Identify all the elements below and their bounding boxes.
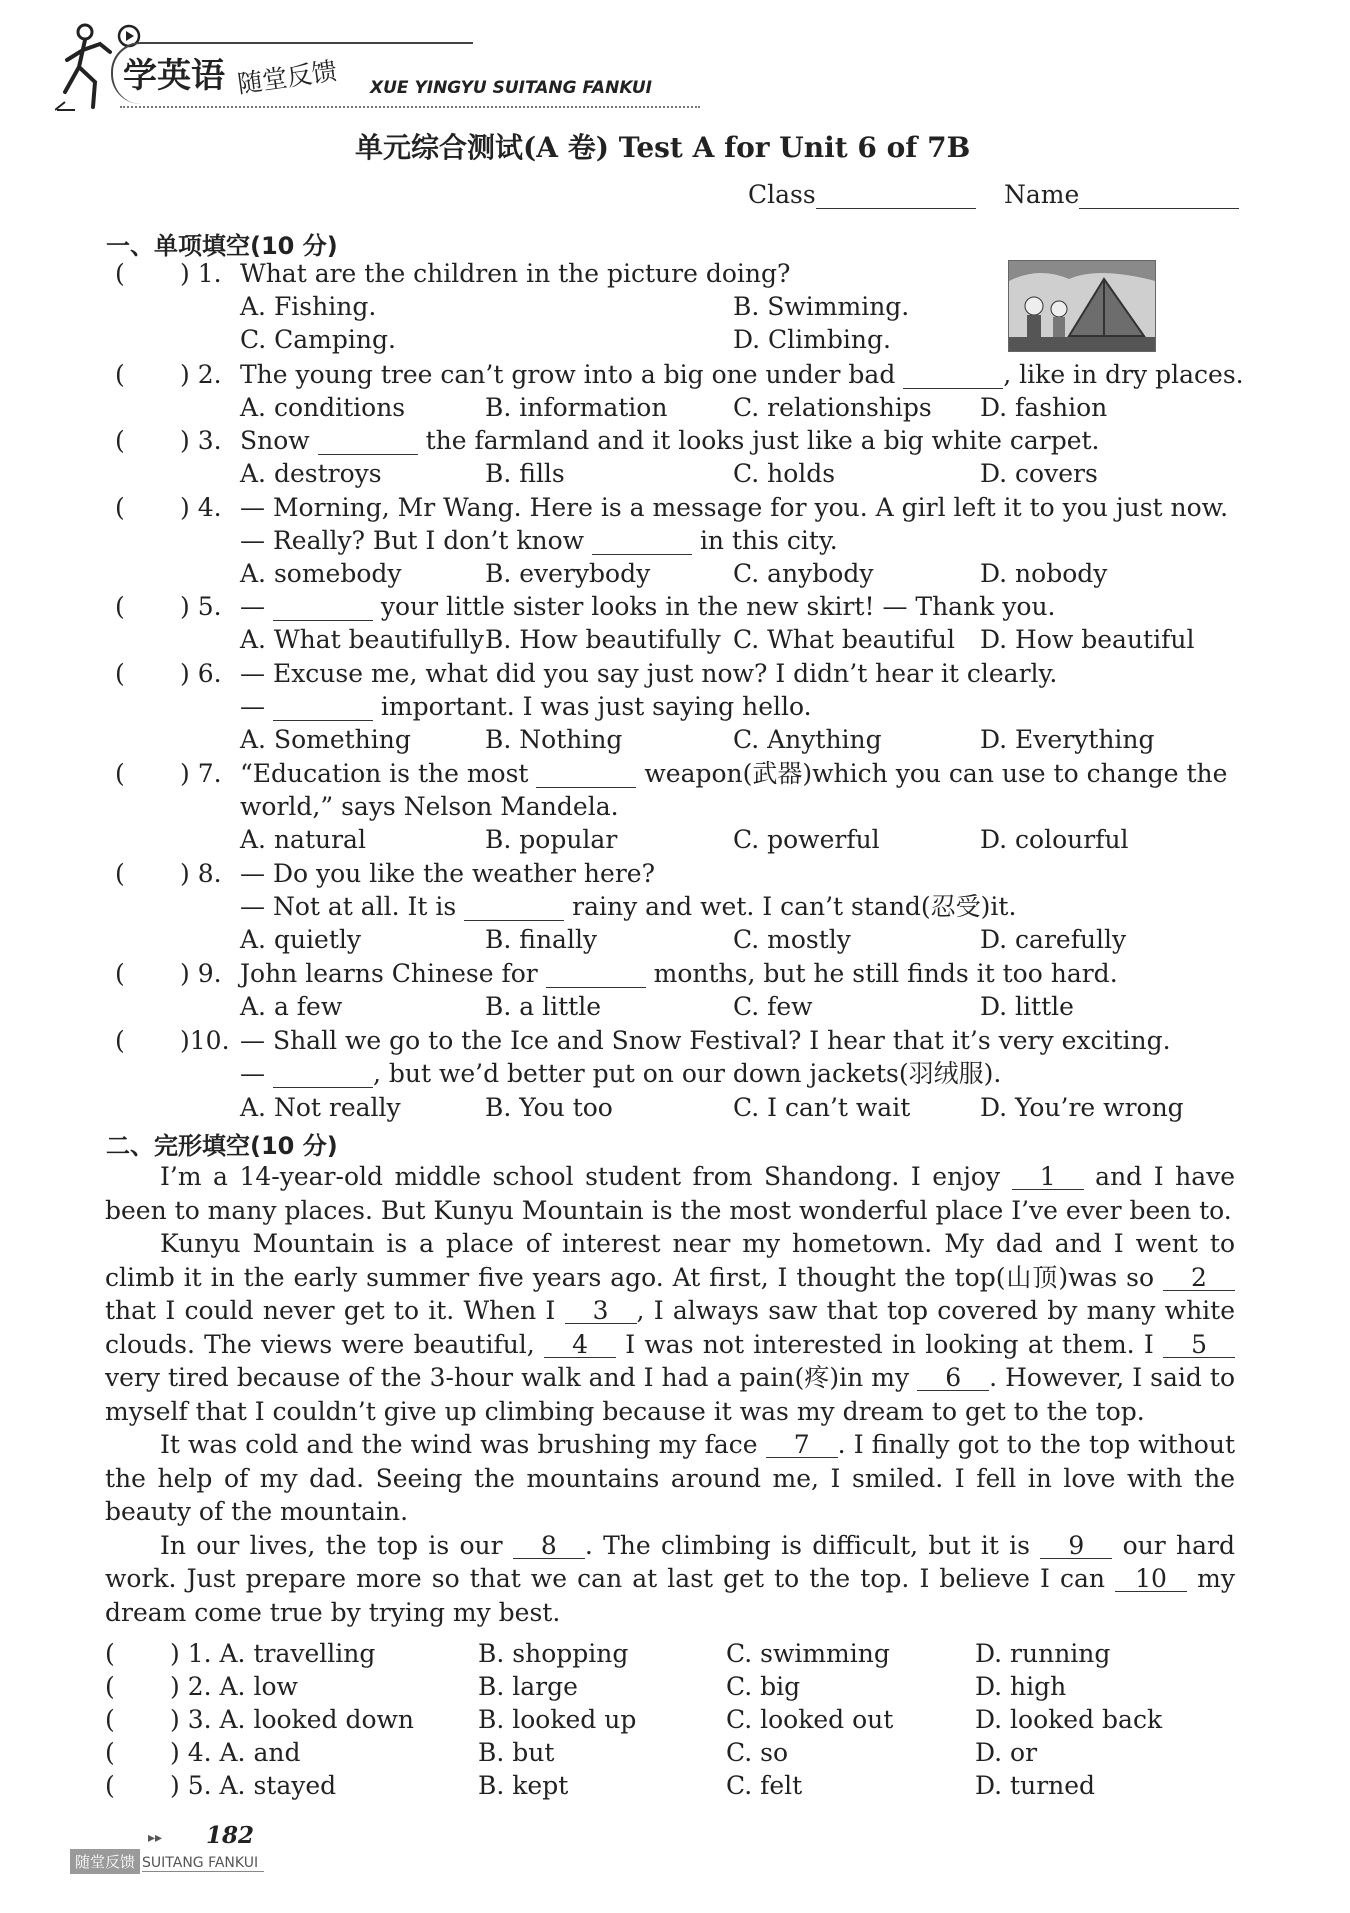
cloze4-option-a[interactable]: ) 4. A. and [170, 1738, 301, 1767]
q7-option-c[interactable]: C. powerful [733, 825, 880, 854]
passage-paragraph-1: I’m a 14-year-old middle school student from Shandong. I enjoy 1 and I have been to many places. But Kunyu Mountain is the most wonderful place I’ve ever been to. [105, 1162, 1236, 1225]
q10-paren[interactable]: ( [115, 1026, 125, 1055]
passage-paragraph-2: Kunyu Mountain is a place of interest near my hometown. My dad and I went to climb it in the early summer five years ago. At first, I thought the top(山顶)was so 2 that I could never get to it. When I 3 , I always saw that top covered by many white clouds. The views were beautiful, 4 I was not interested in looking at them. I 5 very tired because of the 3-hour walk and I had a pain(疼)in my 6 . However, I said to myself that I couldn’t give up climbing because it was my dream to get to the top. [105, 1229, 1236, 1426]
q2-option-a[interactable]: A. conditions [240, 393, 406, 422]
q6-paren[interactable]: ( [115, 659, 125, 688]
name-field [1004, 180, 1239, 210]
q7-option-d[interactable]: D. colourful [980, 825, 1129, 854]
q9-option-b[interactable]: B. a little [485, 992, 601, 1021]
q3-blank[interactable] [318, 428, 418, 455]
cloze-blank-10[interactable]: 10 [1115, 1567, 1187, 1592]
cloze1-option-d[interactable]: D. running [975, 1639, 1111, 1668]
q5-option-c[interactable]: C. What beautiful [733, 625, 956, 654]
page-number: 182 [206, 1822, 255, 1849]
q2-number: ) 2. [180, 360, 222, 389]
q2-paren[interactable]: ( [115, 360, 125, 389]
cloze5-option-b[interactable]: B. kept [478, 1771, 569, 1800]
q5-blank[interactable] [273, 594, 373, 621]
cloze5-option-d[interactable]: D. turned [975, 1771, 1096, 1800]
cloze4-option-b[interactable]: B. but [478, 1738, 555, 1767]
q10-stem: — , but we’d better put on our down jackets(羽绒服). [240, 1059, 1002, 1088]
cloze4-option-d[interactable]: D. or [975, 1738, 1038, 1767]
q1-stem: What are the children in the picture doing? [240, 259, 791, 288]
q3-option-b[interactable]: B. fills [485, 459, 565, 488]
logo-script: 随堂反馈 [235, 56, 339, 99]
q4-stem: — Really? But I don’t know in this city. [240, 526, 838, 555]
camping-picture [1008, 260, 1156, 352]
logo-cn: 学英语 [123, 56, 225, 96]
section2-heading: 二、完形填空(10 分) [106, 1132, 338, 1160]
page-title: 单元综合测试(A 卷) Test A for Unit 6 of 7B [355, 131, 971, 164]
q6-option-a[interactable]: A. Something [240, 725, 411, 754]
footer-tag [70, 1849, 264, 1873]
q4-line1: — Morning, Mr Wang. Here is a message for you. A girl left it to you just now. [240, 493, 1229, 522]
page-arrow-icon: ▸▸ [148, 1830, 163, 1846]
cloze4-option-c[interactable]: C. so [726, 1738, 789, 1767]
q3-paren[interactable]: ( [115, 426, 125, 455]
q8-stem: — Not at all. It is rainy and wet. I can’t stand(忍受)it. [240, 892, 1017, 921]
q5-option-b[interactable]: B. How beautifully [485, 625, 721, 654]
cloze-blank-5[interactable]: 5 [1163, 1333, 1235, 1358]
cloze-blank-3[interactable]: 3 [565, 1299, 637, 1324]
q2-stem: The young tree can’t grow into a big one under bad , like in dry places. [240, 360, 1244, 389]
q6-blank[interactable] [273, 694, 373, 721]
q2-option-c[interactable]: C. relationships [733, 393, 932, 422]
q5-option-a[interactable]: A. What beautifully [240, 625, 484, 654]
q2-option-d[interactable]: D. fashion [980, 393, 1108, 422]
q3-option-c[interactable]: C. holds [733, 459, 836, 488]
q3-number: ) 3. [180, 426, 222, 455]
q6-stem: — important. I was just saying hello. [240, 692, 812, 721]
cloze-passage [105, 1160, 1235, 1629]
q4-option-d[interactable]: D. nobody [980, 559, 1108, 588]
q1-option-b[interactable]: B. Swimming. [733, 292, 910, 321]
cloze1-option-b[interactable]: B. shopping [478, 1639, 629, 1668]
name-blank[interactable] [1079, 182, 1239, 209]
q1-paren[interactable]: ( [115, 259, 125, 288]
q7-option-b[interactable]: B. popular [485, 825, 618, 854]
q10-option-d[interactable]: D. You’re wrong [980, 1093, 1184, 1122]
class-blank[interactable] [816, 182, 976, 209]
cloze2-paren[interactable]: ( [105, 1672, 115, 1701]
q8-option-a[interactable]: A. quietly [240, 925, 362, 954]
cloze3-paren[interactable]: ( [105, 1705, 115, 1734]
q8-option-b[interactable]: B. finally [485, 925, 598, 954]
cloze3-option-d[interactable]: D. looked back [975, 1705, 1163, 1734]
q10-option-a[interactable]: A. Not really [240, 1093, 401, 1122]
cloze5-paren[interactable]: ( [105, 1771, 115, 1800]
footer-tag-cn: 随堂反馈 [70, 1849, 140, 1874]
q8-paren[interactable]: ( [115, 859, 125, 888]
q9-option-c[interactable]: C. few [733, 992, 813, 1021]
cloze-blank-1[interactable]: 1 [1012, 1165, 1084, 1190]
q3-option-a[interactable]: A. destroys [240, 459, 382, 488]
q4-blank[interactable] [592, 528, 692, 555]
cloze1-paren[interactable]: ( [105, 1639, 115, 1668]
q10-blank[interactable] [273, 1061, 373, 1088]
q4-paren[interactable]: ( [115, 493, 125, 522]
cloze-blank-4[interactable]: 4 [544, 1333, 616, 1358]
q7-option-a[interactable]: A. natural [240, 825, 366, 854]
q8-blank[interactable] [464, 894, 564, 921]
q10-number: )10. [180, 1026, 230, 1055]
cloze1-option-c[interactable]: C. swimming [726, 1639, 890, 1668]
q6-line1: — Excuse me, what did you say just now? I didn’t hear it clearly. [240, 659, 1058, 688]
q6-option-b[interactable]: B. Nothing [485, 725, 623, 754]
cloze3-option-c[interactable]: C. looked out [726, 1705, 894, 1734]
cloze2-option-a[interactable]: ) 2. A. low [170, 1672, 298, 1701]
q1-option-d[interactable]: D. Climbing. [733, 325, 891, 354]
q5-option-d[interactable]: D. How beautiful [980, 625, 1195, 654]
cloze5-option-a[interactable]: ) 5. A. stayed [170, 1771, 337, 1800]
q4-option-a[interactable]: A. somebody [240, 559, 402, 588]
cloze2-option-b[interactable]: B. large [478, 1672, 578, 1701]
cloze-blank-6[interactable]: 6 [917, 1366, 989, 1391]
q10-option-c[interactable]: C. I can’t wait [733, 1093, 911, 1122]
header-logo [55, 22, 655, 117]
q1-number: ) 1. [180, 259, 222, 288]
q9-paren[interactable]: ( [115, 959, 125, 988]
q6-number: ) 6. [180, 659, 222, 688]
q2-option-b[interactable]: B. information [485, 393, 668, 422]
passage-paragraph-4: In our lives, the top is our 8 . The climbing is difficult, but it is 9 our hard work. Just prepare more so that we can at last get to the top. I believe I can 10 my dream come true by trying my best. [105, 1530, 1236, 1627]
cloze-blank-9[interactable]: 9 [1040, 1534, 1112, 1559]
q9-option-a[interactable]: A. a few [240, 992, 343, 1021]
q3-option-d[interactable]: D. covers [980, 459, 1098, 488]
q7-number: ) 7. [180, 759, 222, 788]
cloze2-option-d[interactable]: D. high [975, 1672, 1067, 1701]
q4-option-b[interactable]: B. everybody [485, 559, 651, 588]
q2-blank[interactable] [903, 362, 1003, 389]
cloze1-option-a[interactable]: ) 1. A. travelling [170, 1639, 376, 1668]
cloze5-option-c[interactable]: C. felt [726, 1771, 803, 1800]
q5-number: ) 5. [180, 592, 222, 621]
cloze-blank-2[interactable]: 2 [1163, 1266, 1235, 1291]
q10-option-b[interactable]: B. You too [485, 1093, 613, 1122]
q7-blank[interactable] [536, 761, 636, 788]
q9-option-d[interactable]: D. little [980, 992, 1074, 1021]
cloze4-paren[interactable]: ( [105, 1738, 115, 1767]
cloze3-option-a[interactable]: ) 3. A. looked down [170, 1705, 414, 1734]
q7-stem: “Education is the most weapon(武器)which you can use to change the [240, 759, 1228, 788]
footer-tag-en: SUITANG FANKUI [142, 1855, 264, 1872]
class-field [748, 180, 976, 210]
q3-stem: Snow the farmland and it looks just like a big white carpet. [240, 426, 1100, 455]
q9-stem: John learns Chinese for months, but he still finds it too hard. [240, 959, 1118, 988]
q8-number: ) 8. [180, 859, 222, 888]
q10-line1: — Shall we go to the Ice and Snow Festival? I hear that it’s very exciting. [240, 1026, 1171, 1055]
q4-number: ) 4. [180, 493, 222, 522]
class-label: Class [748, 180, 816, 209]
passage-paragraph-3: It was cold and the wind was brushing my face 7 . I finally got to the top without the help of my dad. Seeing the mountains around me, I smiled. I fell in love with the beauty of the mountain. [105, 1430, 1235, 1526]
cloze2-option-c[interactable]: C. big [726, 1672, 801, 1701]
q6-option-c[interactable]: C. Anything [733, 725, 882, 754]
name-label: Name [1004, 180, 1080, 209]
q7-line2: world,” says Nelson Mandela. [240, 792, 619, 821]
q1-option-c[interactable]: C. Camping. [240, 325, 396, 354]
q9-number: ) 9. [180, 959, 222, 988]
q7-paren[interactable]: ( [115, 759, 125, 788]
section1-heading: 一、单项填空(10 分) [106, 232, 338, 260]
cloze-blank-7[interactable]: 7 [766, 1433, 838, 1458]
q5-paren[interactable]: ( [115, 592, 125, 621]
q8-option-d[interactable]: D. carefully [980, 925, 1127, 954]
q8-option-c[interactable]: C. mostly [733, 925, 851, 954]
q9-blank[interactable] [546, 961, 646, 988]
cloze-blank-8[interactable]: 8 [513, 1534, 585, 1559]
q4-option-c[interactable]: C. anybody [733, 559, 874, 588]
q1-option-a[interactable]: A. Fishing. [240, 292, 377, 321]
logo-pinyin: XUE YINGYU SUITANG FANKUI [370, 78, 653, 98]
cloze3-option-b[interactable]: B. looked up [478, 1705, 637, 1734]
q6-option-d[interactable]: D. Everything [980, 725, 1155, 754]
q5-stem: — your little sister looks in the new skirt! — Thank you. [240, 592, 1056, 621]
q8-line1: — Do you like the weather here? [240, 859, 655, 888]
